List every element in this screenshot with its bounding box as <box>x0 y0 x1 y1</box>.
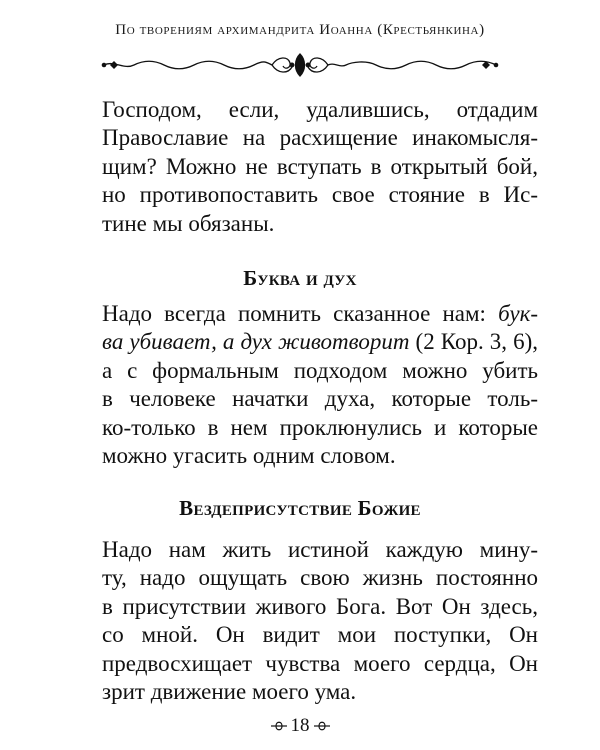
scripture-quote: ва убивает, а дух животворит <box>102 329 410 355</box>
paragraph-line: а с формальным подходом можно убить <box>102 357 538 383</box>
paragraph-line <box>102 300 538 328</box>
right-folio-ornament-icon <box>313 719 331 733</box>
page-number-folio <box>0 715 600 739</box>
paragraph-line: зрит движение моего ума. <box>102 678 357 704</box>
paragraph-line: со мной. Он видит мои поступки, Он <box>102 622 538 648</box>
page-number: 18 <box>290 715 310 736</box>
section1-paragraph <box>102 300 538 470</box>
scripture-quote: бук- <box>498 301 538 326</box>
section-heading-bukva-i-dukh: Буква и дух <box>243 266 357 290</box>
paragraph-line: в человеке начатки духа, которые толь- <box>102 386 538 412</box>
paragraph-line: предвосхищает чувства моего сердца, Он <box>102 650 538 676</box>
section-heading-vezdepri: Вездеприсутствие Божие <box>179 496 421 520</box>
line-text: Надо всегда помнить сказанное нам: <box>102 301 499 326</box>
paragraph-line: ко-только в нем проклюнулись и которые <box>102 414 538 440</box>
left-folio-ornament-icon <box>270 719 288 733</box>
scripture-reference: (2 Кор. 3, 6), <box>409 329 539 355</box>
intro-paragraph <box>102 96 538 238</box>
paragraph-line: Православие на расхищение инакомысля- <box>102 125 538 151</box>
floral-divider-icon <box>100 50 500 80</box>
section2-paragraph <box>102 536 538 706</box>
paragraph-line: в присутствии живого Бога. Вот Он здесь, <box>102 593 538 619</box>
paragraph-line: щим? Можно не вступать в открытый бой, <box>102 153 538 179</box>
paragraph-line: но противопоставить свое стояние в Ис- <box>102 182 538 208</box>
running-head: По творениям архимандрита Иоанна (Крестьянкина) <box>115 22 485 38</box>
paragraph-line: Надо нам жить истиной каждую мину- <box>102 537 538 562</box>
paragraph-line <box>102 328 538 356</box>
paragraph-line: Господом, если, удалившись, отдадим <box>102 97 538 122</box>
paragraph-line: можно угасить одним словом. <box>102 442 396 468</box>
paragraph-line: ту, надо ощущать свою жизнь постоянно <box>102 565 538 591</box>
paragraph-line: тине мы обязаны. <box>102 210 275 236</box>
